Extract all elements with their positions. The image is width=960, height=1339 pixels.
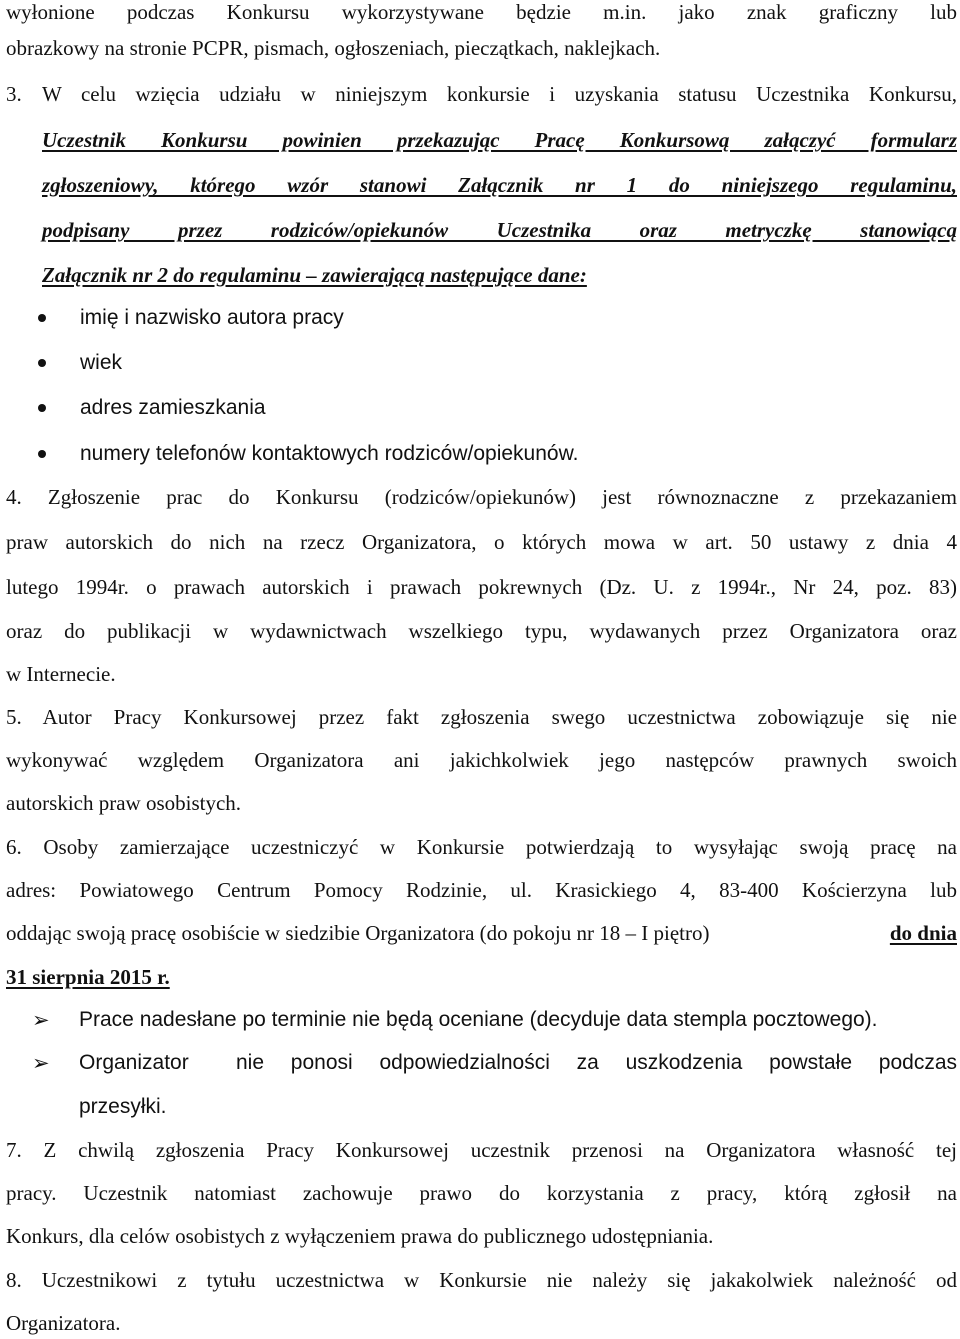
paragraph-line: Konkurs, dla celów osobistych z wyłączeniem prawa do publicznego udostępniania. (6, 1224, 714, 1248)
arrow-bullet-icon: ➢ (32, 1008, 50, 1032)
paragraph-line: pracy. Uczestnik natomiast zachowuje prawo do korzystania z pracy, którą zgłosił na (6, 1181, 957, 1205)
paragraph-line: Załącznik nr 2 do regulaminu – zawierającą następujące dane: (42, 263, 587, 287)
paragraph-line: 5. Autor Pracy Konkursowej przez fakt zgłoszenia swego uczestnictwa zobowiązuje się nie (6, 705, 957, 729)
bullet-icon (38, 314, 46, 322)
paragraph-line: oddając swoją pracę osobiście w siedzibie Organizatora (do pokoju nr 18 – I piętro) (6, 921, 710, 945)
deadline-text: do dnia (889, 921, 957, 945)
list-item: wiek (80, 351, 123, 374)
section-number: 3. (6, 82, 22, 106)
paragraph-line: W celu wzięcia udziału w niniejszym konkursie i uzyskania statusu Uczestnika Konkursu, (42, 82, 957, 106)
paragraph-line: adres: Powiatowego Centrum Pomocy Rodzinie, ul. Krasickiego 4, 83-400 Kościerzyna lub (6, 878, 957, 902)
list-item: numery telefonów kontaktowych rodziców/opiekunów. (80, 442, 579, 465)
paragraph-line: podpisany przez rodziców/opiekunów Uczestnika oraz metryczkę stanowiącą (42, 218, 957, 242)
bullet-icon (38, 404, 46, 412)
paragraph-line: lutego 1994r. o prawach autorskich i prawach pokrewnych (Dz. U. z 1994r., Nr 24, poz. 83) (6, 575, 957, 599)
paragraph-line: obrazkowy na stronie PCPR, pismach, ogłoszeniach, pieczątkach, naklejkach. (6, 36, 661, 60)
paragraph-line: wyłonione podczas Konkursu wykorzystywane będzie m.in. jako znak graficzny lub (6, 0, 957, 24)
paragraph-line: 7. Z chwilą zgłoszenia Pracy Konkursowej uczestnik przenosi na Organizatora własność tej (6, 1138, 957, 1162)
bullet-icon (38, 359, 46, 367)
list-item: imię i nazwisko autora pracy (80, 306, 344, 329)
list-item: nie ponosi odpowiedzialności za uszkodzenia powstałe podczas (236, 1051, 957, 1074)
paragraph-line: 8. Uczestnikowi z tytułu uczestnictwa w Konkursie nie należy się jakakolwiek należność od (6, 1268, 957, 1292)
paragraph-line: zgłoszeniowy, którego wzór stanowi Załącznik nr 1 do niniejszego regulaminu, (42, 173, 957, 197)
paragraph-line: 6. Osoby zamierzające uczestniczyć w Konkursie potwierdzają to wysyłając swoją pracę na (6, 835, 957, 859)
paragraph-line: autorskich praw osobistych. (6, 791, 242, 815)
paragraph-line: wykonywać względem Organizatora ani jakichkolwiek jego następców prawnych swoich (6, 748, 957, 772)
list-item-lead: Organizator (79, 1051, 189, 1074)
paragraph-line: Uczestnik Konkursu powinien przekazując Pracę Konkursową załączyć formularz (42, 128, 957, 152)
arrow-bullet-icon: ➢ (32, 1051, 50, 1075)
list-item-continuation: przesyłki. (79, 1095, 167, 1118)
paragraph-line: praw autorskich do nich na rzecz Organizatora, o których mowa w art. 50 ustawy z dnia 4 (6, 530, 957, 554)
paragraph-line: 4. Zgłoszenie prac do Konkursu (rodziców/opiekunów) jest równoznaczne z przekazaniem (6, 485, 957, 509)
bullet-icon (38, 450, 46, 458)
paragraph-line: Organizatora. (6, 1311, 121, 1335)
paragraph-line: w Internecie. (6, 662, 116, 686)
list-item: Prace nadesłane po terminie nie będą oceniane (decyduje data stempla pocztowego). (79, 1008, 878, 1031)
deadline-date: 31 sierpnia 2015 r. (6, 965, 170, 989)
list-item: adres zamieszkania (80, 396, 266, 419)
paragraph-line: oraz do publikacji w wydawnictwach wszelkiego typu, wydawanych przez Organizatora oraz (6, 619, 957, 643)
